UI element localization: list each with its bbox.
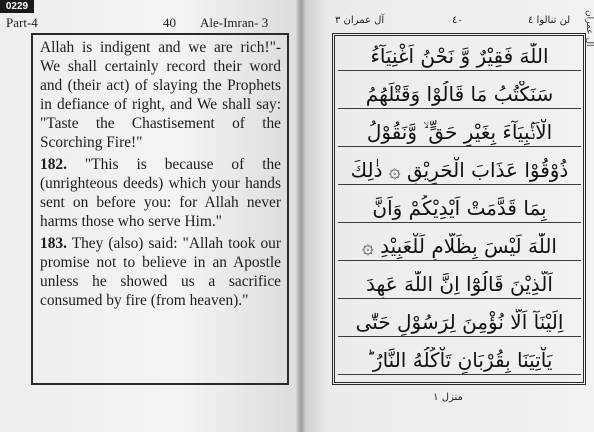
manzil-marker: منزل ١ (433, 392, 463, 403)
arabic-line: اَلَّذِيْنَ قَالُوْٓا اِنَّ اللّٰهَ عَهِدَ (338, 271, 581, 299)
right-header-surah: آل عمران ٣ (335, 15, 385, 26)
right-header-page-number: ٤٠ (452, 15, 463, 26)
verse-number: 182. (40, 156, 67, 173)
page-edge-mark: آل عمران (584, 10, 594, 47)
translation-paragraph (40, 234, 281, 310)
right-header-part: لن تنالوا ٤ (528, 15, 571, 26)
arabic-line: اِلَيْنَآ اَلَّا نُؤْمِنَ لِرَسُوْلٍ حَتّٰى (338, 309, 581, 337)
image-id-badge: 0229 (0, 0, 34, 13)
left-header-page-number: 40 (163, 15, 176, 30)
arabic-line: الْاَنْۢبِيَآءَ بِغَيْرِ حَقٍّ ۙ وَّنَقُوْلُ (338, 119, 581, 147)
translation-paragraph (40, 155, 281, 231)
verse-text: "This is because of the (unrighteous deeds) which your hands sent on before you: for Allah never harms those who serve Him." (40, 156, 281, 230)
verse-text: Allah is indigent and we are rich!"- We shall certainly record their word and (their act) of slaying the Prophets in defiance of right, and We shall say: "Taste the Chastisement of the Scorching Fire!" (40, 39, 281, 151)
arabic-line: بِمَا قَدَّمَتْ اَيْدِيْكُمْ وَاَنَّ (338, 195, 581, 223)
translation-paragraph (40, 38, 281, 152)
verse-number: 183. (40, 235, 67, 252)
left-header-surah: Ale-Imran- 3 (200, 15, 269, 30)
translation-text (40, 38, 281, 313)
book-gutter (296, 0, 306, 432)
arabic-line: يَاْتِيَنَا بِقُرْبَانٍ تَاْكُلُهُ النَّارُ ؕ (338, 347, 581, 375)
arabic-line: اللّٰهَ فَقِيْرٌ وَّ نَحْنُ اَغْنِيَآءُ (338, 43, 581, 71)
verse-text: They (also) said: "Allah took our promise not to believe in an Apostle unless he showed us a sacrifice consumed by fire (from heaven)." (40, 235, 281, 309)
arabic-line: سَنَكْتُبُ مَا قَالُوْا وَقَتْلَهُمُ (338, 81, 581, 109)
left-header-part: Part-4 (6, 15, 38, 30)
arabic-line: ذُوْقُوْا عَذَابَ الْحَرِيْقِ ۞ ذٰلِكَ (338, 157, 581, 185)
arabic-line: اللّٰهَ لَيْسَ بِظَلَّامٍ لِّلْعَبِيْدِ ۞ (338, 233, 581, 261)
